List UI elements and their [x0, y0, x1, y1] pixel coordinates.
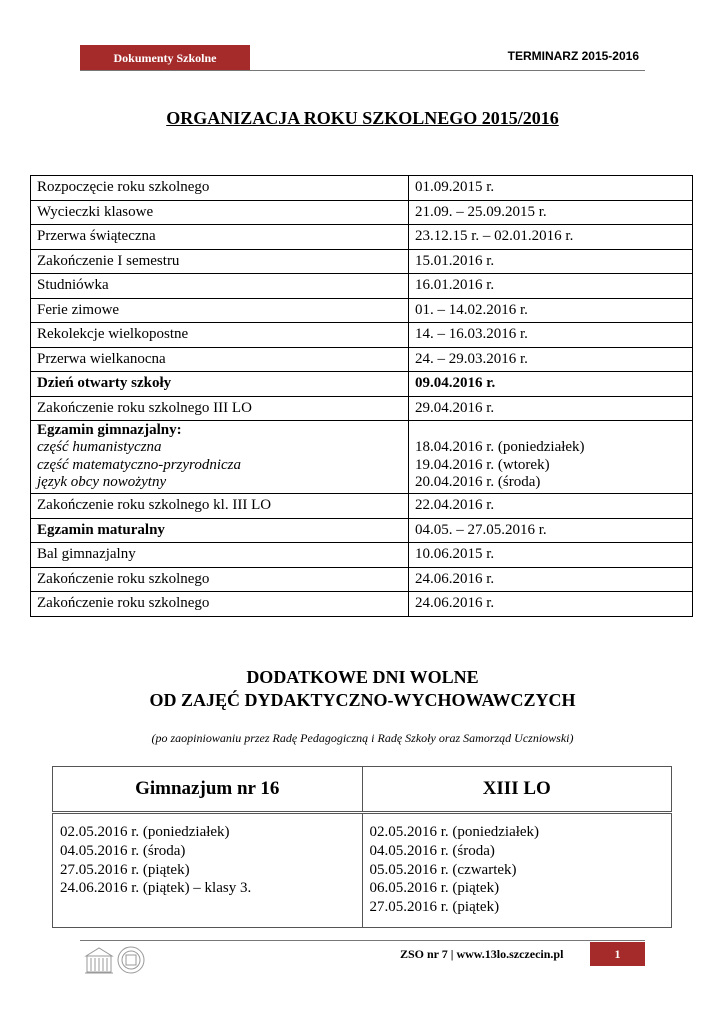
exam-part: część matematyczno-przyrodnicza	[37, 456, 241, 473]
exam-dates-cell	[409, 421, 693, 494]
table-row	[31, 567, 693, 592]
school-building-icon	[85, 948, 113, 973]
section-heading-line: OD ZAJĘĆ DYDAKTYCZNO-WYCHOWAWCZYCH	[149, 689, 576, 710]
list-item: 02.05.2016 r. (poniedziałek)	[60, 824, 230, 840]
list-item: 24.06.2016 r. (piątek) – klasy 3.	[60, 880, 252, 897]
exam-heading: Egzamin gimnazjalny:	[37, 422, 182, 438]
header-badge: Dokumenty Szkolne	[80, 45, 250, 71]
table-row	[31, 298, 693, 323]
event-cell: Przerwa świąteczna	[31, 225, 409, 250]
date-cell: 09.04.2016 r.	[409, 372, 693, 397]
page-title: ORGANIZACJA ROKU SZKOLNEGO 2015/2016	[166, 108, 559, 128]
footer-divider	[80, 940, 645, 941]
table-row	[31, 396, 693, 421]
list-item: 04.05.2016 r. (środa)	[60, 842, 186, 859]
table-row	[31, 274, 693, 299]
footer-text: ZSO nr 7 | www.13lo.szczecin.pl	[400, 947, 564, 961]
date-cell: 24.06.2016 r.	[409, 592, 693, 617]
exam-part: język obcy nowożytny	[37, 473, 167, 490]
list-item: 27.05.2016 r. (piątek)	[60, 861, 190, 878]
event-cell: Zakończenie roku szkolnego	[31, 567, 409, 592]
date-cell: 24. – 29.03.2016 r.	[409, 347, 693, 372]
exam-row	[31, 421, 693, 494]
header-divider	[80, 70, 645, 71]
table-row	[31, 543, 693, 568]
event-cell: Zakończenie roku szkolnego	[31, 592, 409, 617]
footer-logos	[84, 945, 146, 982]
event-cell: Przerwa wielkanocna	[31, 347, 409, 372]
table-row	[31, 494, 693, 519]
section-heading	[0, 666, 725, 711]
date-cell: 10.06.2015 r.	[409, 543, 693, 568]
list-item: 27.05.2016 r. (piątek)	[369, 899, 500, 915]
event-cell: Rekolekcje wielkopostne	[31, 323, 409, 348]
free-days-list	[53, 813, 363, 928]
date-cell: 14. – 16.03.2016 r.	[409, 323, 693, 348]
table-row	[31, 249, 693, 274]
event-cell: Egzamin maturalny	[31, 518, 409, 543]
table-row	[31, 225, 693, 250]
date-cell: 24.06.2016 r.	[409, 567, 693, 592]
event-cell: Zakończenie I semestru	[31, 249, 409, 274]
table-row	[31, 372, 693, 397]
exam-part: część humanistyczna	[37, 439, 162, 456]
table-row	[31, 592, 693, 617]
school-crest-icon	[118, 947, 144, 973]
column-header: Gimnazjum nr 16	[53, 767, 363, 813]
free-days-table	[52, 766, 672, 928]
date-cell: 15.01.2016 r.	[409, 249, 693, 274]
event-cell: Ferie zimowe	[31, 298, 409, 323]
exam-date: 18.04.2016 r. (poniedziałek)	[415, 439, 585, 456]
table-row	[31, 518, 693, 543]
page-number: 1	[590, 942, 645, 966]
date-cell: 22.04.2016 r.	[409, 494, 693, 519]
list-item: 04.05.2016 r. (środa)	[369, 842, 495, 859]
event-cell: Studniówka	[31, 274, 409, 299]
event-cell: Wycieczki klasowe	[31, 200, 409, 225]
event-cell: Zakończenie roku szkolnego III LO	[31, 396, 409, 421]
section-heading-line: DODATKOWE DNI WOLNE	[246, 667, 479, 687]
date-cell: 29.04.2016 r.	[409, 396, 693, 421]
exam-date: 20.04.2016 r. (środa)	[415, 473, 541, 490]
date-cell: 23.12.15 r. – 02.01.2016 r.	[409, 225, 693, 250]
list-item: 02.05.2016 r. (poniedziałek)	[369, 824, 540, 840]
date-cell: 04.05. – 27.05.2016 r.	[409, 518, 693, 543]
date-cell: 01.09.2015 r.	[409, 176, 693, 201]
event-cell: Bal gimnazjalny	[31, 543, 409, 568]
date-cell: 21.09. – 25.09.2015 r.	[409, 200, 693, 225]
column-header: XIII LO	[362, 767, 672, 813]
date-cell: 16.01.2016 r.	[409, 274, 693, 299]
section-note: (po zaopiniowaniu przez Radę Pedagogiczną i Radę Szkoły oraz Samorząd Uczniowski)	[151, 731, 574, 745]
header-document-title: TERMINARZ 2015-2016	[507, 49, 639, 63]
list-item: 06.05.2016 r. (piątek)	[369, 880, 500, 897]
event-cell: Zakończenie roku szkolnego kl. III LO	[31, 494, 409, 519]
table-row	[31, 323, 693, 348]
free-days-list	[362, 813, 672, 928]
table-row	[31, 347, 693, 372]
table-row	[31, 200, 693, 225]
event-cell: Rozpoczęcie roku szkolnego	[31, 176, 409, 201]
exam-date: 19.04.2016 r. (wtorek)	[415, 456, 550, 473]
schedule-table	[30, 175, 693, 617]
date-cell: 01. – 14.02.2016 r.	[409, 298, 693, 323]
exam-cell	[31, 421, 409, 494]
event-cell: Dzień otwarty szkoły	[31, 372, 409, 397]
table-row	[31, 176, 693, 201]
list-item: 05.05.2016 r. (czwartek)	[369, 861, 517, 878]
